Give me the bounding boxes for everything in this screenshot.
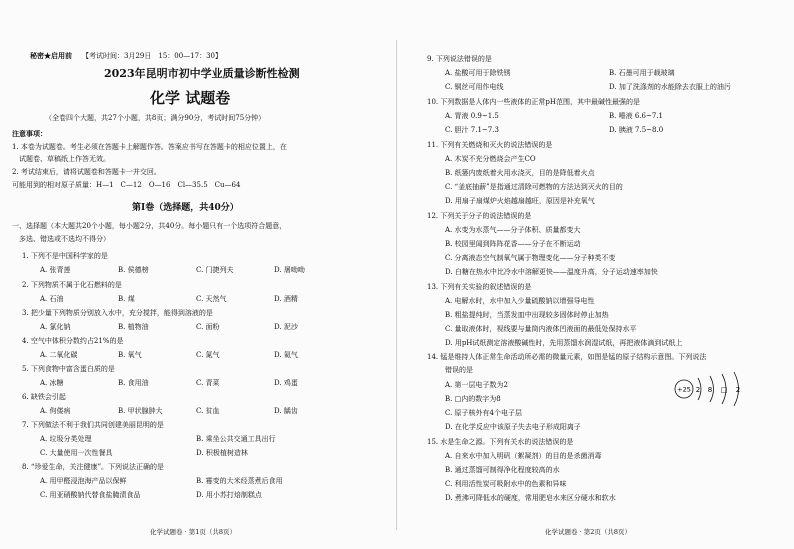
question-stem: 4. 空气中体积分数约占21%的是 bbox=[22, 337, 124, 345]
page-footer: 化学试题卷 · 第1页（共8页） bbox=[150, 528, 236, 536]
notice-line: 2. 考试结束后，请将试题卷和答题卡一并交回。 bbox=[12, 168, 161, 176]
exam-meta: （全卷四个大题，共27个小题，共8页；满分90分，考试时间75分钟） bbox=[45, 114, 266, 122]
option: B. 侯德榜 bbox=[118, 266, 149, 274]
option: D. 在化学反应中该原子失去电子形成阳离子 bbox=[445, 423, 581, 431]
option: A. 自来水中加入明矾（絮凝剂）的目的是杀菌消毒 bbox=[445, 452, 602, 460]
option: D. 泥沙 bbox=[274, 323, 298, 331]
question-stem: 3. 把少量下列物质分别放入水中，充分搅拌，能得到溶液的是 bbox=[22, 309, 213, 317]
option: D. 用扇子扇煤炉火焰越扇越旺，原因是补充氧气 bbox=[445, 197, 595, 205]
option: D. 鸡蛋 bbox=[274, 379, 298, 387]
option: D. 屠呦呦 bbox=[274, 266, 305, 274]
option: B. 乘坐公共交通工具出行 bbox=[196, 435, 276, 443]
option: D. 加了洗涤剂的水能除去衣服上的油污 bbox=[609, 83, 731, 91]
option: C. 门捷列夫 bbox=[196, 266, 234, 274]
option: A. 佝偻病 bbox=[40, 407, 71, 415]
option: C. 面粉 bbox=[196, 323, 220, 331]
atomic-masses: 可能用到的相对原子质量：H—1 C—12 O—16 Cl—35.5 Cu—64 bbox=[12, 181, 241, 189]
option: B. 校园里闻到阵阵花香——分子在不断运动 bbox=[445, 240, 581, 248]
shell-electron-count: 8 bbox=[707, 386, 713, 394]
option: A. 氯化钠 bbox=[40, 323, 71, 331]
section-instructions: 一、选择题（本大题共20个小题，每小题2分，共40分。每小题只有一个选项符合题意， bbox=[12, 222, 287, 230]
question-stem: 13. 下列有关实验的叙述错误的是 bbox=[427, 283, 532, 291]
option: B. 氧气 bbox=[118, 351, 142, 359]
option: A. 二氧化碳 bbox=[40, 351, 78, 359]
option: B. □内的数字为8 bbox=[445, 395, 501, 403]
option: D. 白糖在热水中比冷水中溶解更快——温度升高，分子运动速率加快 bbox=[445, 268, 658, 276]
question-stem: 1. 下列不是中国科学家的是 bbox=[22, 252, 108, 260]
question-stem: 10. 下列数据是人体内一些液体的正常pH范围，其中最碱性最强的是 bbox=[427, 98, 640, 106]
option: C. 用亚硝酸钠代替食盐腌渍食品 bbox=[40, 491, 141, 499]
exam-time: 【考试时间：3月29日 15：00—17：30】 bbox=[82, 52, 222, 60]
option: C. 分离液态空气制氧气属于物理变化——分子种类不变 bbox=[445, 254, 616, 262]
option: B. 煤 bbox=[118, 295, 135, 303]
option: B. 通过蒸馏可制得净化程度较高的水 bbox=[445, 466, 560, 474]
question-stem: 14. 锰是维持人体正常生命活动所必需的微量元素，如图是锰的原子结构示意图。下列说法 bbox=[427, 353, 707, 361]
option: A. 电解水时，水中加入少量硫酸钠以增强导电性 bbox=[445, 297, 595, 305]
option: B. 食用油 bbox=[118, 379, 149, 387]
option: C. 胆汁 7.1~7.3 bbox=[445, 126, 499, 134]
page-right bbox=[397, 0, 794, 549]
option: C. “釜底抽薪”是指通过清除可燃物的方法达到灭火的目的 bbox=[445, 183, 623, 191]
option: C. 原子核外有4个电子层 bbox=[445, 409, 523, 417]
section-instructions: 多选、错选或不选均不得分） bbox=[12, 235, 110, 243]
option: A. 水变为水蒸气——分子体积、质量都变大 bbox=[445, 226, 581, 234]
option: C. 贫血 bbox=[196, 407, 220, 415]
option: B. 纸篓内废纸着火用水浇灭，目的是降低着火点 bbox=[445, 169, 595, 177]
question-stem: 8. “珍爱生命，关注健康”。下列说法正确的是 bbox=[22, 463, 165, 471]
option: A. 第一层电子数为2 bbox=[445, 381, 508, 389]
question-stem-cont: 错误的是 bbox=[445, 366, 473, 374]
question-stem: 6. 缺铁会引起 bbox=[22, 393, 66, 401]
option: A. 张青莲 bbox=[40, 266, 71, 274]
option: A. 木炭不充分燃烧会产生CO bbox=[445, 155, 536, 163]
option: A. 石油 bbox=[40, 295, 64, 303]
option: A. 冰糖 bbox=[40, 379, 64, 387]
option: D. 煮沸可降低水的硬度，常用肥皂水来区分硬水和软水 bbox=[445, 494, 616, 502]
option: C. 大量使用一次性餐具 bbox=[40, 449, 113, 457]
notice-title: 注意事项： bbox=[12, 129, 47, 138]
page-footer: 化学试题卷 · 第2页（共8页） bbox=[545, 528, 631, 536]
option: C. 铜丝可用作电线 bbox=[445, 83, 504, 91]
option: D. 氦气 bbox=[274, 351, 298, 359]
shell-electron-count: 2 bbox=[735, 386, 741, 394]
notice-line: 试题卷、草稿纸上作答无效。 bbox=[12, 155, 110, 163]
question-stem: 9. 下列说法错误的是 bbox=[427, 55, 492, 63]
option: A. 垃圾分类处理 bbox=[40, 435, 92, 443]
option: C. 量取液体时，视线要与量筒内液体凹液面的最低处保持水平 bbox=[445, 325, 637, 333]
option: B. 唾液 6.6~7.1 bbox=[609, 112, 663, 120]
option: C. 天然气 bbox=[196, 295, 227, 303]
question-stem: 12. 下列关于分子的说法错误的是 bbox=[427, 212, 532, 220]
option: A. 盐酸可用于除铁锈 bbox=[445, 69, 511, 77]
option: D. 酒精 bbox=[274, 295, 298, 303]
option: C. 青菜 bbox=[196, 379, 220, 387]
option: B. 石墨可用于载玻璃 bbox=[609, 69, 675, 77]
question-stem: 11. 下列有关燃烧和灭火的说法错误的是 bbox=[427, 141, 553, 149]
option: D. 胰液 7.5~8.0 bbox=[609, 126, 664, 134]
option: B. 霉变的大米经蒸煮后食用 bbox=[196, 477, 283, 485]
option: D. 龋齿 bbox=[274, 407, 298, 415]
notice-line: 1. 本卷为试题卷。考生必须在答题卡上解题作答。答案应书写在答题卡的相应位置上，在 bbox=[12, 143, 287, 151]
question-stem: 2. 下列物质不属于化石燃料的是 bbox=[22, 281, 122, 289]
option: B. 粗盐提纯时，当蒸发皿中出现较多固体时停止加热 bbox=[445, 311, 609, 319]
section-heading: 第Ⅰ卷（选择题，共40分） bbox=[132, 203, 239, 213]
exam-subtitle: 化学 试题卷 bbox=[150, 89, 231, 107]
option: D. 用小苏打焙制糕点 bbox=[196, 491, 262, 499]
question-stem: 7. 下列做法不利于我们共同创建美丽昆明的是 bbox=[22, 421, 164, 429]
option: B. 甲状腺肿大 bbox=[118, 407, 163, 415]
option: A. 用甲醛浸泡海产品以保鲜 bbox=[40, 477, 127, 485]
option: B. 植物油 bbox=[118, 323, 149, 331]
manganese-atom-diagram bbox=[672, 369, 772, 409]
option: D. 积极植树造林 bbox=[196, 449, 248, 457]
question-stem: 5. 下列食物中富含蛋白质的是 bbox=[22, 365, 115, 373]
shell-electron-count: □ bbox=[720, 386, 728, 394]
question-stem: 15. 水是生命之源。下列有关水的说法错误的是 bbox=[427, 438, 574, 446]
option: C. 氮气 bbox=[196, 351, 220, 359]
secret-label: 秘密★启用前 bbox=[30, 51, 72, 60]
option: C. 利用活性炭可吸附水中的色素和异味 bbox=[445, 480, 567, 488]
nucleus-charge: +25 bbox=[677, 385, 691, 394]
shell-electron-count: 2 bbox=[695, 386, 701, 394]
exam-title: 2023年昆明市初中学业质量诊断性检测 bbox=[104, 67, 300, 80]
option: A. 胃液 0.9~1.5 bbox=[445, 112, 499, 120]
option: D. 用pH试纸测定溶液酸碱性时，先用蒸馏水润湿试纸，再把液体滴到试纸上 bbox=[445, 339, 683, 347]
